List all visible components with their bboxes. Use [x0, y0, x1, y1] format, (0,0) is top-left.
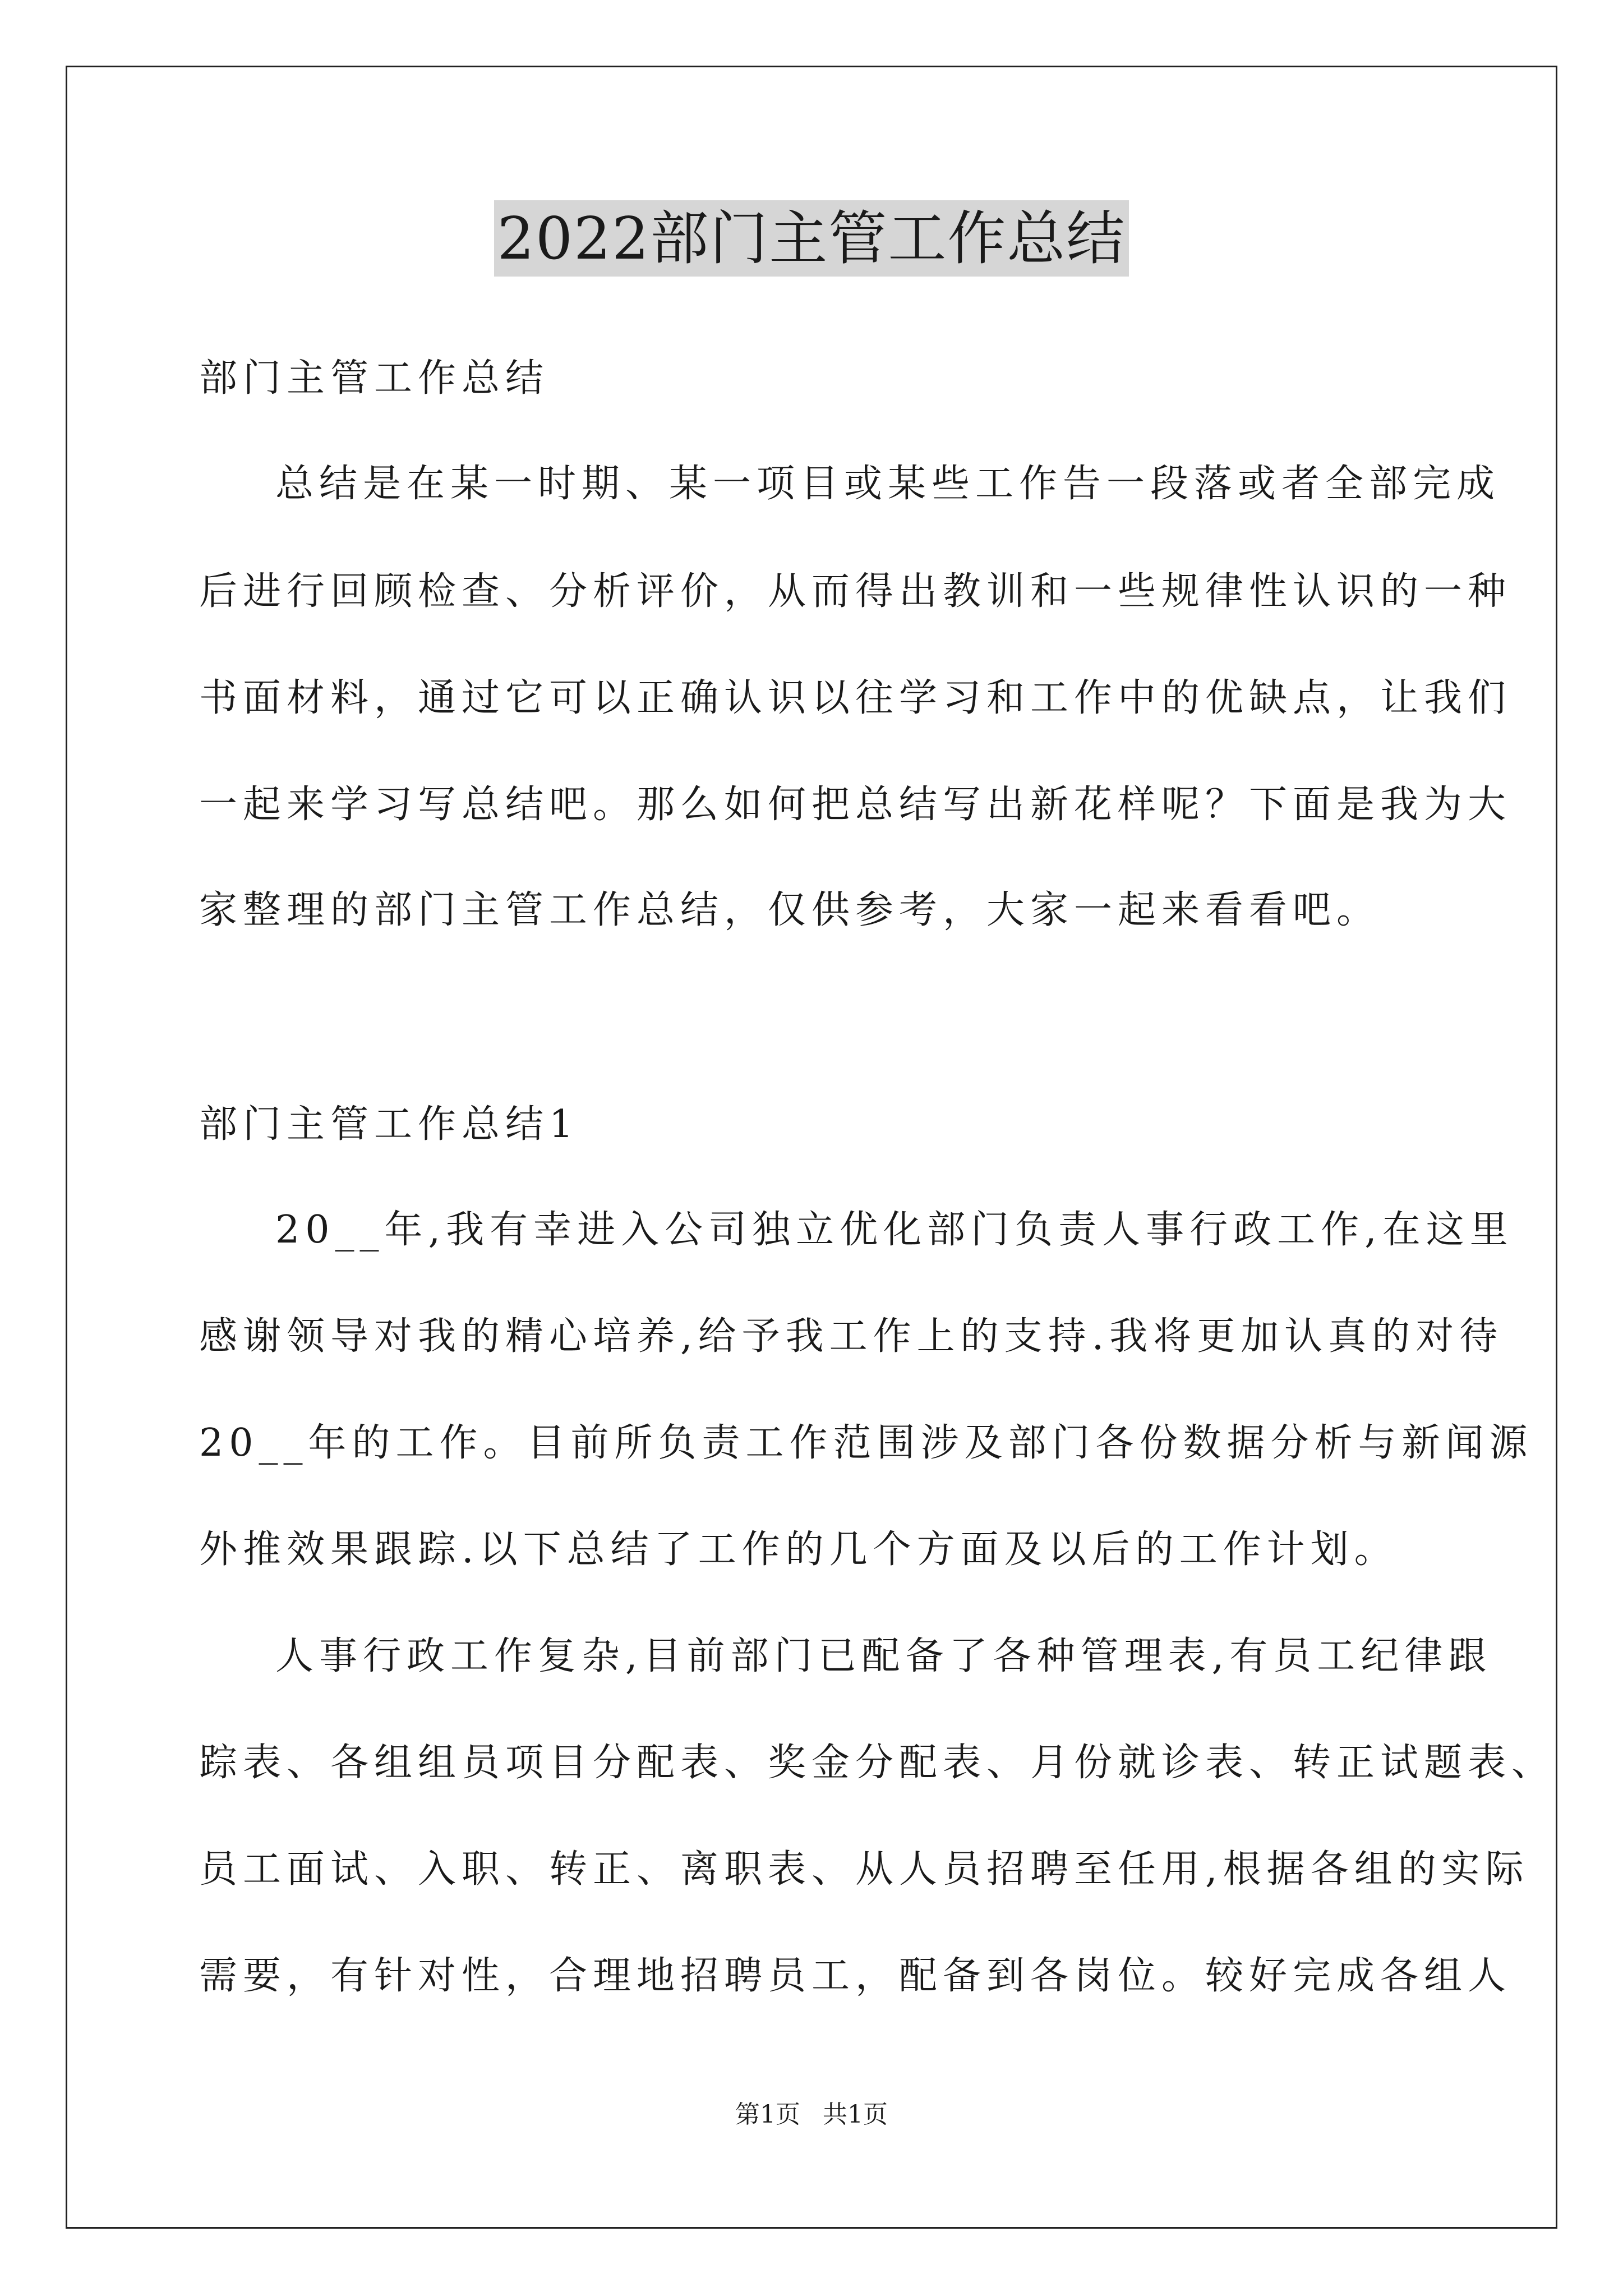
paragraph-line: 一起来学习写总结吧。那么如何把总结写出新花样呢？下面是我为大 [199, 783, 1512, 827]
paragraph-line: 书面材料，通过它可以正确认识以往学习和工作中的优缺点，让我们 [199, 676, 1512, 720]
title-container [0, 200, 1623, 277]
section-heading-intro: 部门主管工作总结 [199, 356, 550, 401]
document-title: 2022部门主管工作总结 [494, 200, 1129, 277]
paragraph-line: 员工面试、入职、转正、离职表、从人员招聘至任用,根据各组的实际 [199, 1847, 1529, 1892]
paragraph-line: 家整理的部门主管工作总结，仅供参考，大家一起来看看吧。 [199, 888, 1381, 932]
paragraph-line: 需要，有针对性，合理地招聘员工，配备到各岗位。较好完成各组人 [199, 1954, 1512, 1998]
section-heading-1: 部门主管工作总结1 [199, 1102, 579, 1147]
paragraph-line: 感谢领导对我的精心培养,给予我工作上的支持.我将更加认真的对待 [199, 1314, 1504, 1359]
page-footer [0, 2098, 1623, 2132]
paragraph-line: 外推效果跟踪.以下总结了工作的几个方面及以后的工作计划。 [199, 1527, 1398, 1572]
paragraph-line: 人事行政工作复杂,目前部门已配备了各种管理表,有员工纪律跟 [275, 1634, 1492, 1678]
paragraph-line: 20__年,我有幸进入公司独立优化部门负责人事行政工作,在这里 [275, 1208, 1514, 1252]
page-number: 第1页 [735, 2100, 800, 2129]
paragraph-line: 总结是在某一时期、某一项目或某些工作告一段落或者全部完成 [275, 462, 1501, 506]
page-total: 共1页 [823, 2100, 888, 2129]
paragraph-line: 后进行回顾检查、分析评价，从而得出教训和一些规律性认识的一种 [199, 569, 1512, 614]
paragraph-line: 踪表、各组组员项目分配表、奖金分配表、月份就诊表、转正试题表、 [199, 1741, 1556, 1785]
paragraph-line: 20__年的工作。目前所负责工作范围涉及部门各份数据分析与新闻源 [199, 1421, 1533, 1465]
